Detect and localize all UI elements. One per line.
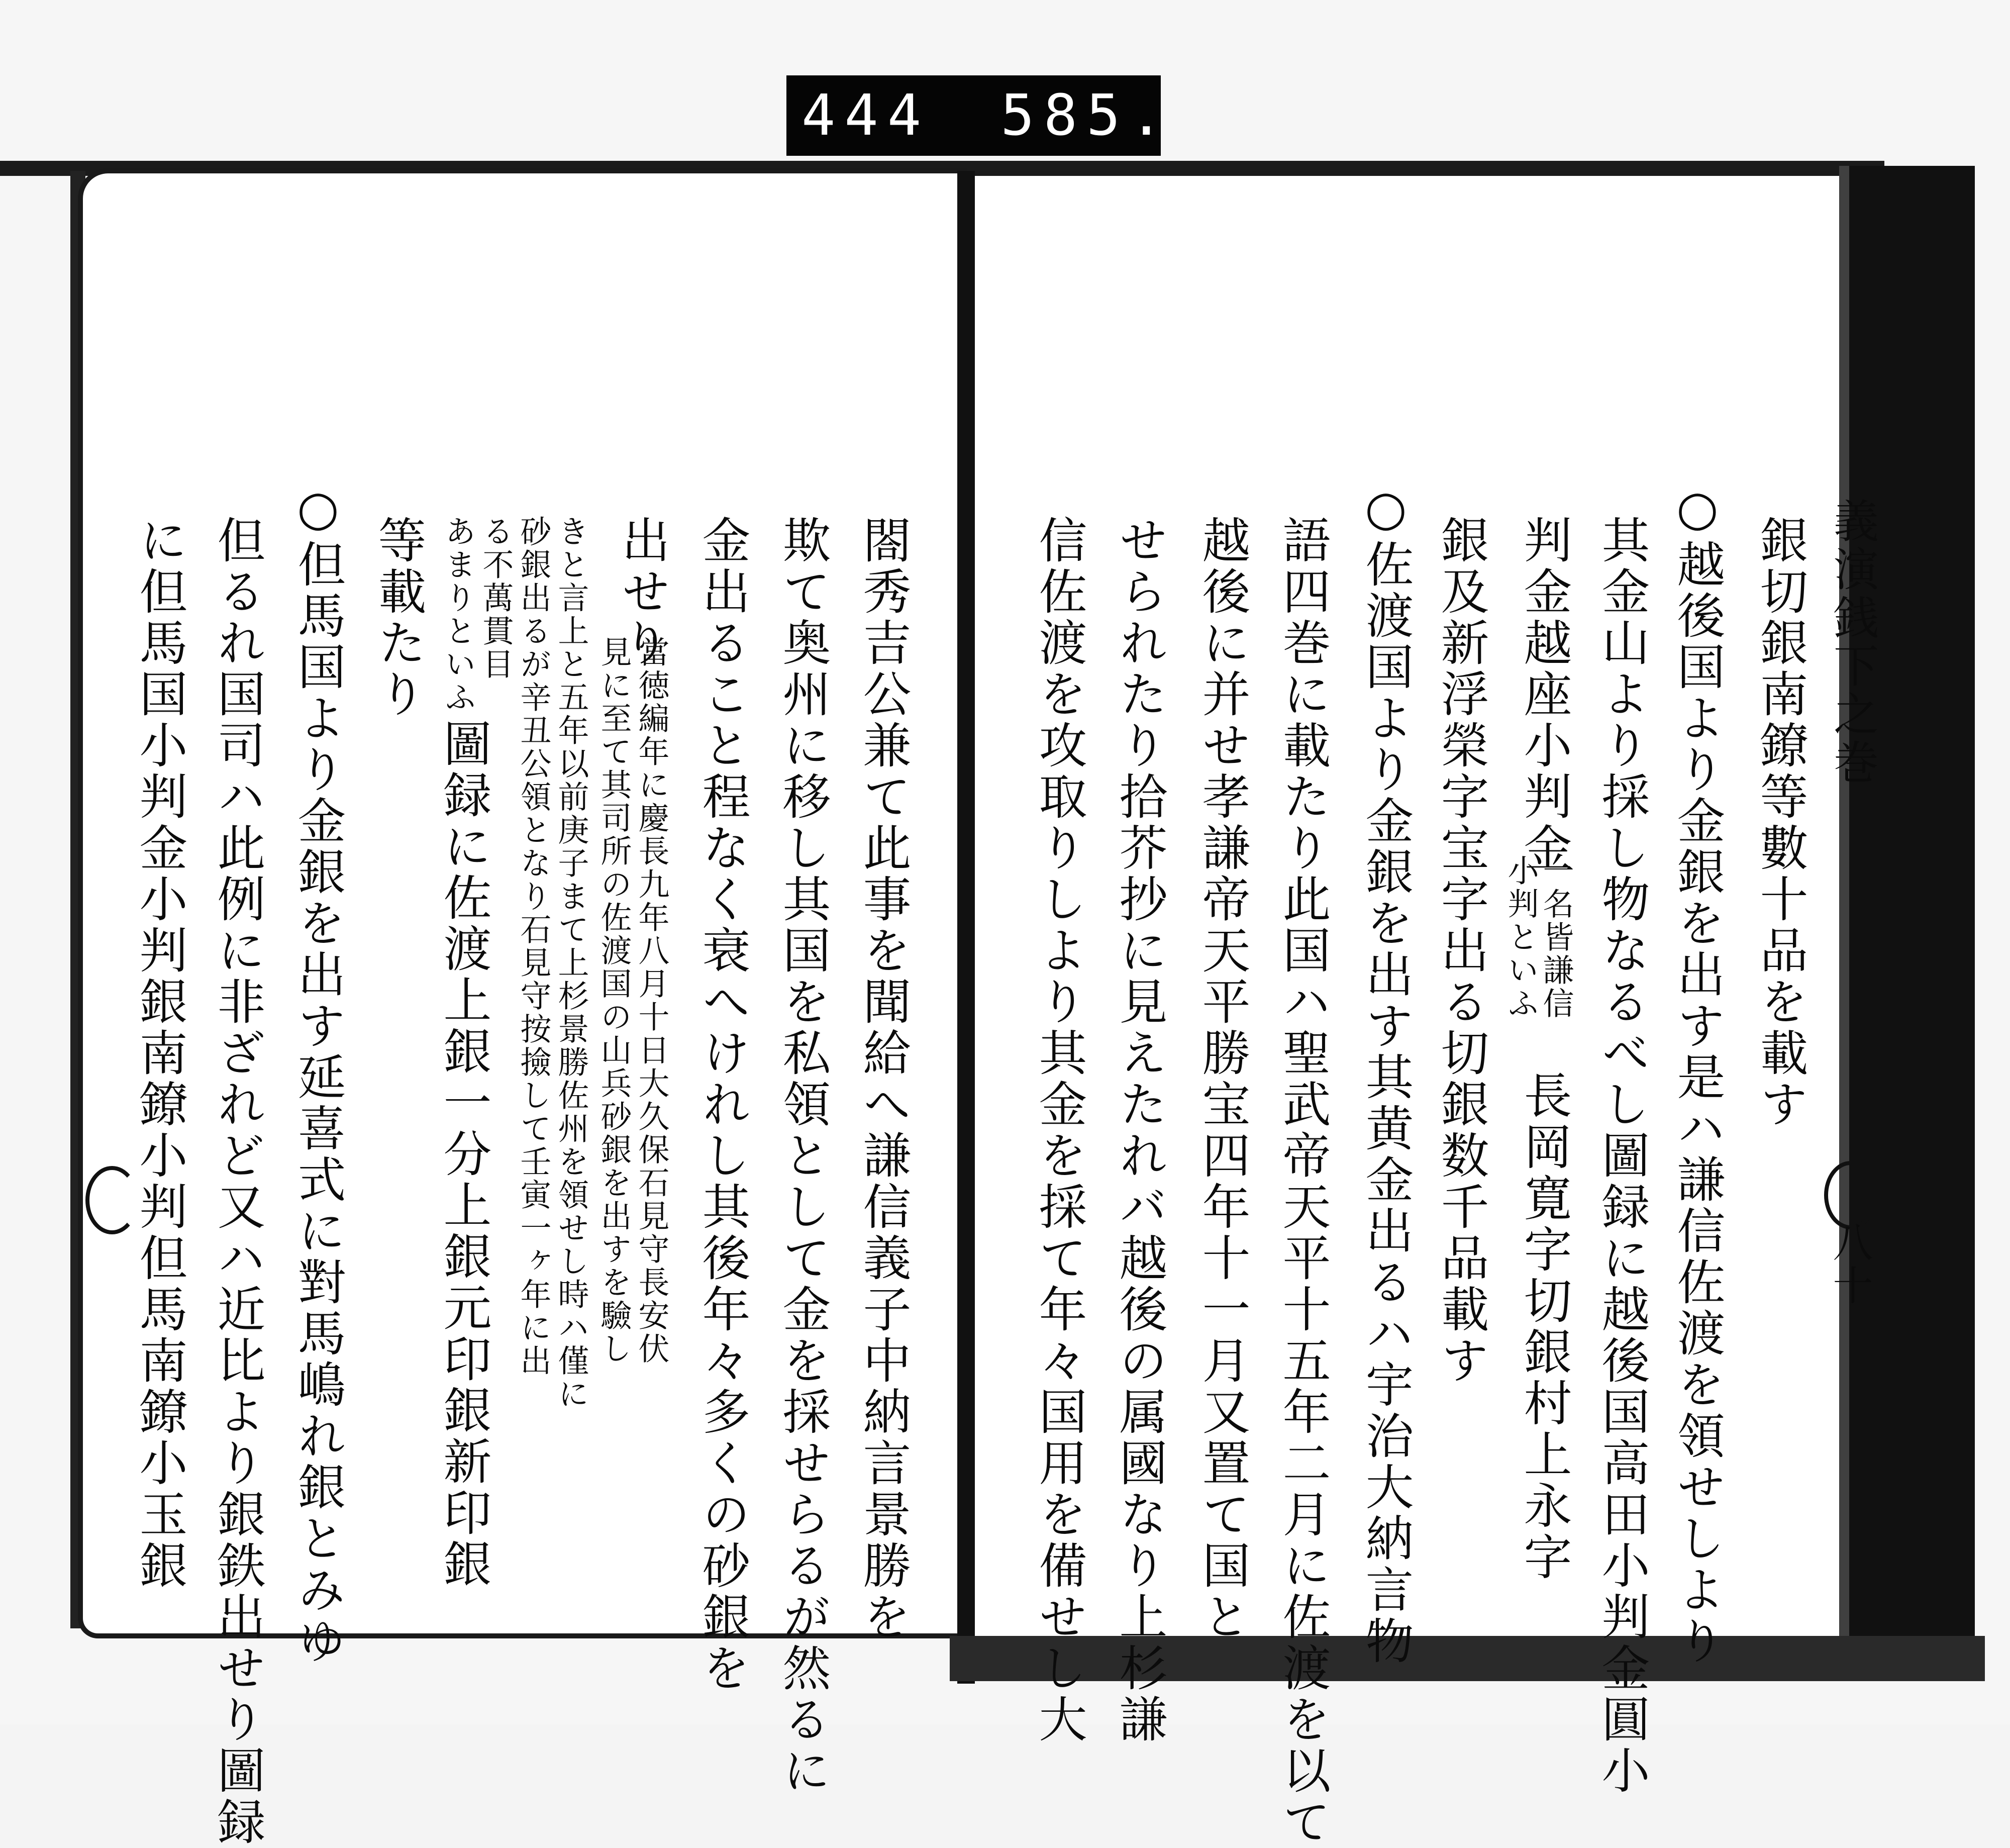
text-column-annotation: 小判といふ [1502,854,1539,1020]
text-column-annotation: 當徳編年に慶長九年八月十日大久保石見守長安伏 [633,636,670,1366]
margin-ring-right [1824,1161,1877,1229]
text-column: せられたり拾芥抄に見えたれバ越後の属國なり上杉謙 [1112,515,1168,1745]
text-column: 信佐渡を攻取りしより其金を採て年々国用を備せし大 [1031,515,1087,1745]
text-column: 其金山より採し物なるべし圖録に越後国高田小判金圓小 [1594,515,1650,1797]
text-column: 圖録に佐渡上銀一分上銀元印銀新印銀 [436,719,492,1590]
folio-number: 八十 [1826,1221,1873,1308]
text-column: 銀切銀南鐐等數十品を載す [1752,515,1808,1130]
running-head: 義演銭下之巻 [1826,498,1878,787]
page-edges-stack [1849,166,1975,1638]
text-column: 閤秀吉公兼て此事を聞給へ謙信義子中納言景勝を [855,515,912,1643]
text-column: ○佐渡国より金銀を出す其黄金出るハ宇治大納言物 [1358,480,1414,1667]
text-column: ○越後国より金銀を出す是ハ謙信佐渡を領せしより [1669,480,1726,1667]
text-column: 銀及新浮榮字宝字出る切銀数千品載す [1433,515,1489,1387]
text-column-annotation: 一名皆謙信 [1538,854,1574,1020]
archive-right-number: 585. [1000,83,1173,148]
text-column: 等載たり [370,515,427,720]
page-edges-bottom [950,1636,1985,1681]
text-column: 出せり [614,515,670,669]
text-column-annotation: 砂銀出るが辛丑公領となり石見守按撿して壬寅一ヶ年に出 [515,515,552,1378]
text-column: ○但馬国より金銀を出す延喜式に對馬嶋れ銀とみゆ [290,480,346,1667]
text-column: 但るれ国司ハ此例に非ざれど又ハ近比より銀鉄出せり圖録 [210,515,266,1848]
text-column-annotation: る不萬貫目 [477,515,514,681]
text-column: 語四巻に載たり此国ハ聖武帝天平十五年二月に佐渡を以て [1275,515,1331,1848]
archive-left-number: 444 [801,83,931,148]
text-column: に但馬国小判金小判銀南鐐小判但馬南鐐小玉銀 [132,515,188,1592]
text-column-annotation: きと言上と五年以前庚子まて上杉景勝佐州を領せし時ハ僅に [553,515,589,1411]
text-column-annotation: あまりといふ [440,515,476,714]
book-gutter [957,171,975,1684]
text-column: 金出ること程なく衰へけれし其後年々多くの砂銀を [694,515,751,1694]
margin-ring-left [85,1166,139,1234]
text-column-annotation: 見に至て其司所の佐渡国の山兵砂銀を出すを驗し [595,636,632,1366]
text-column: 欺て奥州に移し其国を私領として金を採せらるが然るに [775,515,831,1797]
text-column: 長岡寛字切銀村上永字 [1516,1071,1572,1583]
text-column: 越後に并せ孝謙帝天平勝宝四年十一月又置て国と [1194,515,1251,1643]
text-column: 判金越座小判金 [1516,515,1572,874]
